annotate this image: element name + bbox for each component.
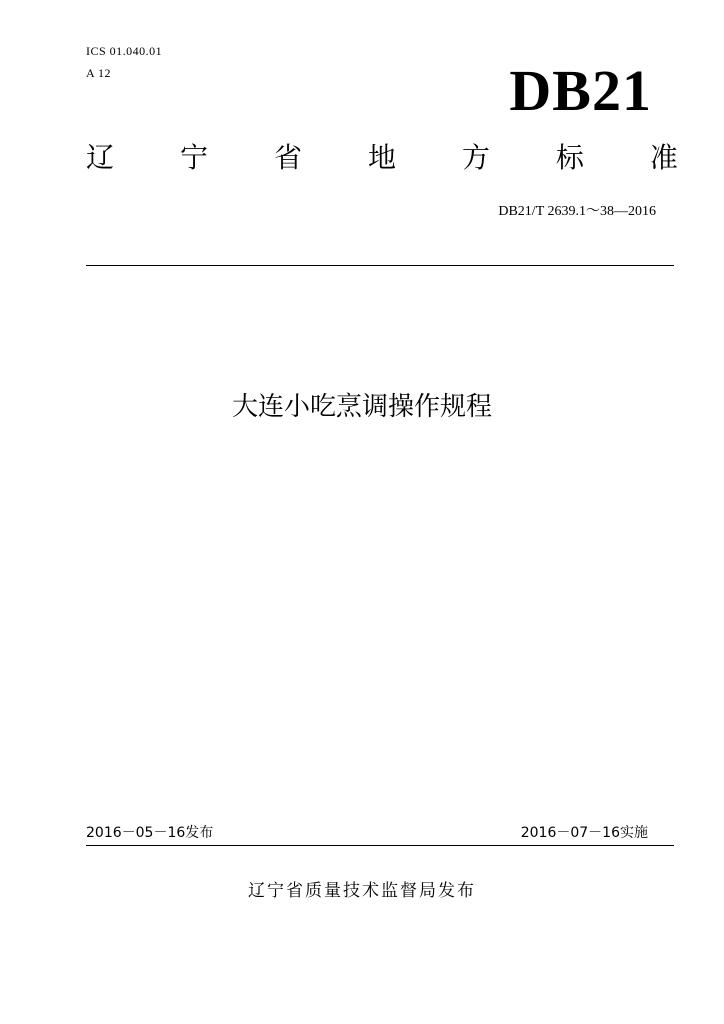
issue-date: 2016－05－16发布	[86, 825, 214, 841]
ics-code: ICS 01.040.01	[86, 44, 163, 58]
document-title: 大连小吃烹调操作规程	[231, 392, 492, 422]
top-divider	[86, 265, 674, 266]
organization-char: 地	[367, 141, 396, 174]
ccs-code: A 12	[86, 66, 112, 80]
standard-number: DB21/T 2639.1～38—2016	[498, 204, 656, 219]
organization-char: 宁	[179, 141, 208, 174]
organization-title	[86, 140, 678, 176]
implementation-date: 2016－07－16实施	[520, 825, 648, 841]
organization-char: 标	[555, 141, 584, 174]
organization-char: 辽	[86, 141, 115, 174]
publisher: 辽宁省质量技术监督局发布	[248, 881, 476, 901]
organization-char: 省	[273, 141, 302, 174]
organization-char: 方	[461, 141, 490, 174]
standard-logo: DB21	[509, 58, 652, 123]
bottom-divider	[86, 845, 674, 846]
organization-char: 准	[649, 141, 678, 174]
